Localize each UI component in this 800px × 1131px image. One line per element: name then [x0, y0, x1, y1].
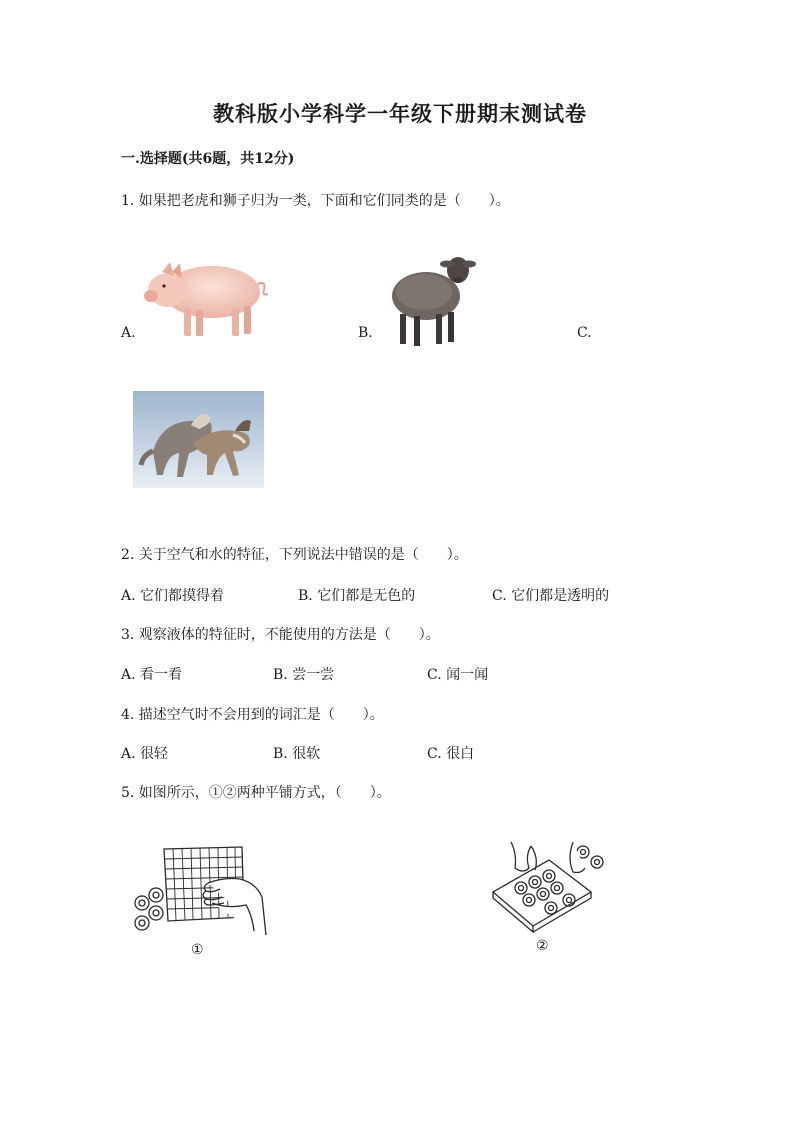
figure-2-label: ②	[536, 938, 549, 954]
question-2-option-a[interactable]: A. 它们都摸得着	[121, 588, 225, 604]
question-2-option-b[interactable]: B. 它们都是无色的	[298, 588, 416, 604]
question-1-option-c[interactable]: C.	[577, 325, 592, 341]
tiling-figure-2	[487, 838, 609, 938]
question-5-text: 5. 如图所示，①②两种平铺方式，（ ）。	[121, 785, 391, 801]
question-2-option-c[interactable]: C. 它们都是透明的	[492, 588, 610, 604]
question-1-option-a[interactable]: A.	[121, 325, 136, 341]
tiling-figure-1	[128, 843, 273, 941]
question-4-text: 4. 描述空气时不会用到的词汇是（ ）。	[121, 707, 384, 723]
figure-1-label: ①	[191, 942, 204, 958]
question-3-option-b[interactable]: B. 尝一尝	[273, 667, 335, 683]
question-3-text: 3. 观察液体的特征时，不能使用的方法是（ ）。	[121, 627, 440, 643]
question-4-option-b[interactable]: B. 很软	[273, 746, 321, 762]
page-title: 教科版小学科学一年级下册期末测试卷	[213, 101, 587, 126]
question-4-option-a[interactable]: A. 很轻	[121, 746, 169, 762]
question-3-option-c[interactable]: C. 闻一闻	[427, 667, 489, 683]
question-4-option-c[interactable]: C. 很白	[427, 746, 475, 762]
question-1-text: 1. 如果把老虎和狮子归为一类，下面和它们同类的是（ ）。	[121, 193, 510, 209]
wolves-image	[133, 391, 264, 488]
question-1-option-b[interactable]: B.	[358, 325, 373, 341]
question-3-option-a[interactable]: A. 看一看	[121, 667, 183, 683]
sheep-image	[386, 252, 476, 350]
pig-image	[140, 250, 270, 342]
question-2-text: 2. 关于空气和水的特征，下列说法中错误的是（ ）。	[121, 547, 468, 563]
section-heading: 一.选择题(共6题，共12分)	[121, 151, 295, 167]
